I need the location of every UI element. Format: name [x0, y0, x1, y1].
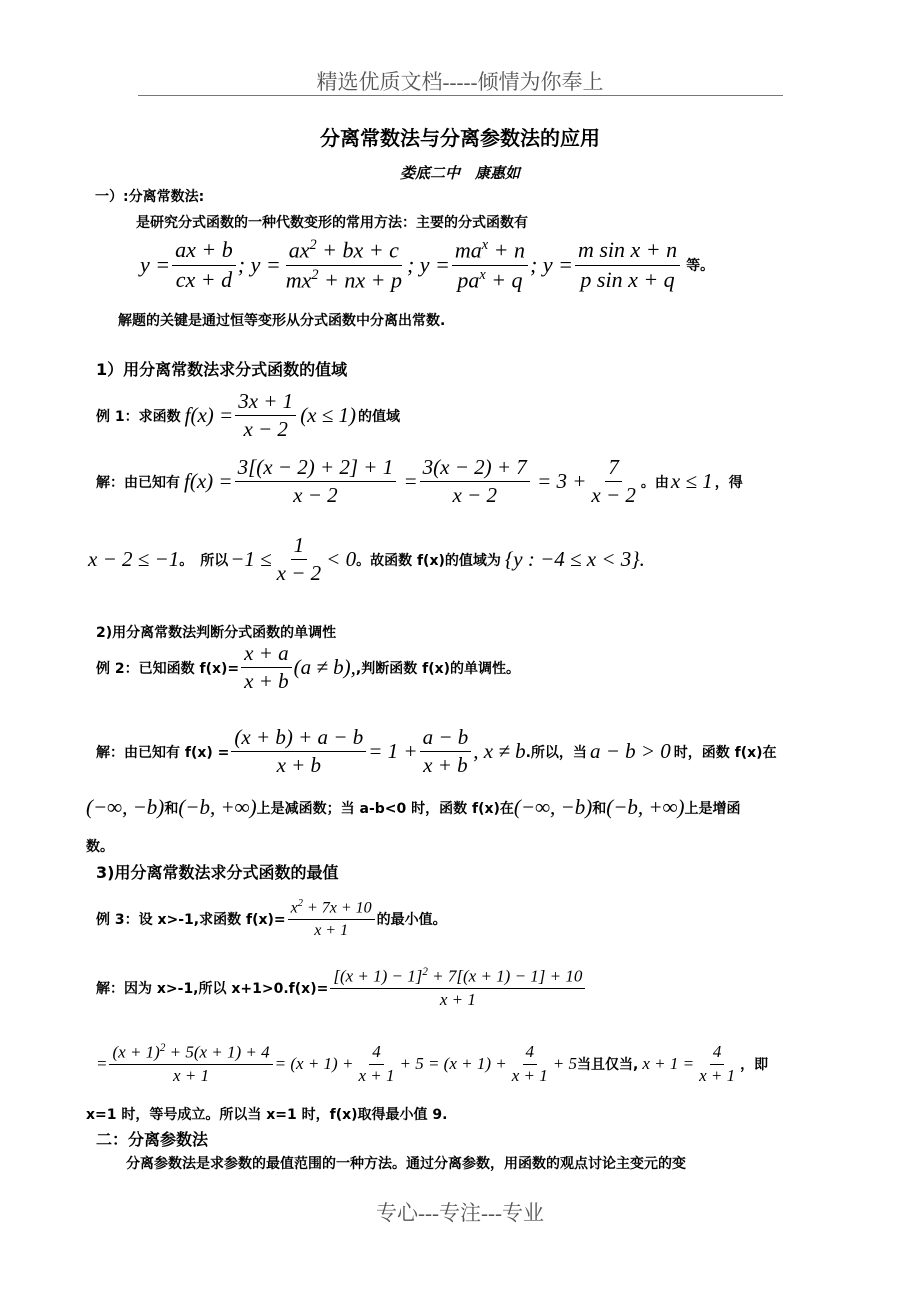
solution1-line2: x − 2 ≤ −1 。 所以 −1 ≤ $\frac{1}{x - 2}$ < 0 。故函数 f(x)的值域为 {y : −4 ≤ x < 3}.: [88, 533, 645, 586]
section1-key: 解题的关键是通过恒等变形从分式函数中分离出常数.: [118, 313, 446, 329]
fraction-forms-formula: y = $\frac{ax + b}{cx + d}$ ; y = $\frac{ax^2 + bx + c}{mx^2 + nx + p}$ ; y = $\frac{ma^x + n}{pa^x + q}$ ; y = $\frac{\text{m sin x + n}}{\text{p sin x + q}}$ 等。: [140, 237, 715, 292]
solution2-line3: 数。: [86, 839, 114, 855]
solution3-line3: x=1 时，等号成立。所以当 x=1 时，f(x)取得最小值 9.: [86, 1107, 448, 1123]
solution3-line2: = $\frac{(x + 1)^2 + 5(x + 1) + 4}{x + 1}$ = (x + 1) + $\frac{4}{x + 1}$ + 5 = (x + 1) + $\frac{4}{x + 1}$ + 5 当且仅当, x + 1 = $\frac{4}{x + 1}$ ，即: [96, 1041, 769, 1086]
solution1-line2b: 。故函数 f(x)的值域为: [356, 552, 501, 569]
solution1-mid2: ，得: [714, 474, 743, 491]
document-title: 分离常数法与分离参数法的应用: [320, 126, 600, 150]
example2-suffix: ,判断函数 f(x)的单调性。: [355, 660, 521, 677]
example2-prefix: 例 2：已知函数 f(x)=: [96, 660, 240, 677]
section2-intro: 分离参数法是求参数的最值范围的一种方法。通过分离参数，用函数的观点讨论主变元的变: [126, 1156, 686, 1172]
header-rule: [138, 95, 783, 96]
solution2-inc: 上是增函: [684, 800, 741, 817]
section1-intro: 是研究分式函数的一种代数变形的常用方法：主要的分式函数有: [136, 215, 528, 231]
solution2-dec: 上是减函数；当 a-b<0 时，函数 f(x)在: [256, 800, 514, 817]
solution1-line2a: 。 所以: [179, 552, 229, 569]
solution3-line1: 解：因为 x>-1,所以 x+1>0.f(x)= $\frac{[(x + 1) - 1]^2 + 7[(x + 1) - 1] + 10}{x + 1}$: [96, 966, 587, 1010]
example3-suffix: 的最小值。: [376, 911, 447, 928]
example3-prefix: 例 3：设 x>-1,求函数 f(x)=: [96, 911, 286, 928]
solution3-suffix: ，即: [740, 1057, 769, 1074]
page-footer: 专心---专注---专业: [376, 1201, 544, 1225]
solution1-prefix: 解：由已知有: [96, 474, 180, 491]
example1-suffix: 的值域: [358, 408, 401, 425]
author-line: 娄底二中 康惠如: [399, 164, 520, 182]
forms-suffix: 等。: [686, 258, 715, 275]
example3: 例 3：设 x>-1,求函数 f(x)= $\frac{x^2 + 7x + 10}{x + 1}$ 的最小值。: [96, 898, 447, 939]
solution3-prefix: 解：因为 x>-1,所以 x+1>0.f(x)=: [96, 981, 329, 998]
solution2-mid: .所以，当: [525, 744, 587, 761]
part1-heading: 1）用分离常数法求分式函数的值域: [96, 360, 348, 379]
solution1-line1: 解：由已知有 f(x) = $\frac{3[(x - 2) + 2] + 1}{x - 2}$ = $\frac{3(x - 2) + 7}{x - 2}$ = 3 + $\frac{7}{x - 2}$ 。由 x ≤ 1 ，得: [96, 455, 743, 508]
solution2-line1: 解：由已知有 f(x) = $\frac{(x + b) + a - b}{x + b}$ = 1 + $\frac{a - b}{x + b}$ , x ≠ b .所以，当 a − b > 0 时，函数 f(x)在: [96, 725, 777, 778]
section2-heading: 二：分离参数法: [96, 1130, 209, 1149]
example2: 例 2：已知函数 f(x)= $\frac{x + a}{x + b}$ (a ≠ b), ,判断函数 f(x)的单调性。: [96, 641, 521, 694]
solution1-mid: 。由: [640, 474, 669, 491]
example1: 例 1：求函数 f(x) = $\frac{3x + 1}{x - 2}$ (x ≤ 1) 的值域: [96, 389, 401, 442]
page-header: 精选优质文档-----倾情为你奉上: [316, 70, 604, 94]
solution2-prefix: 解：由已知有 f(x) =: [96, 744, 230, 761]
solution3-mid: 当且仅当,: [577, 1057, 639, 1074]
solution2-line2: (−∞, −b) 和 (−b, +∞) 上是减函数；当 a-b<0 时，函数 f(x)在 (−∞, −b) 和 (−b, +∞) 上是增函: [86, 795, 741, 819]
solution2-and2: 和: [592, 800, 607, 817]
part2-heading: 2)用分离常数法判断分式函数的单调性: [96, 625, 337, 641]
solution2-suffix: 时，函数 f(x)在: [673, 744, 777, 761]
section1-heading: 一）:分离常数法:: [95, 189, 205, 205]
solution2-and1: 和: [164, 800, 179, 817]
part3-heading: 3)用分离常数法求分式函数的最值: [96, 863, 339, 882]
example1-prefix: 例 1：求函数: [96, 408, 181, 425]
